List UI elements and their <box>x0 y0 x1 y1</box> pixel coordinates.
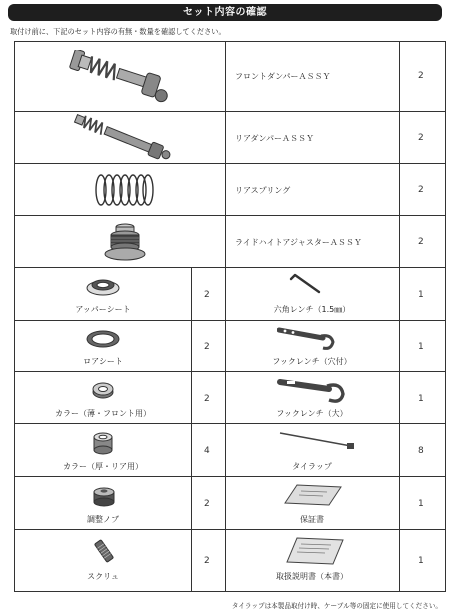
contents-table <box>14 41 446 592</box>
screw-icon <box>93 538 115 564</box>
item-name: フックレンチ（穴付） <box>272 357 352 366</box>
thin-collar-icon <box>91 380 115 400</box>
table-row <box>15 112 445 164</box>
thick-collar-icon <box>91 431 115 457</box>
item-name: アッパーシート <box>75 305 131 314</box>
item-name: フックレンチ（大） <box>276 409 348 418</box>
page-title: セット内容の確認 <box>8 4 442 21</box>
hex-wrench-icon <box>287 272 323 296</box>
adjust-knob-icon <box>91 483 117 509</box>
item-qty: 1 <box>418 499 424 509</box>
hook-wrench-large-icon <box>277 376 347 406</box>
item-qty: 8 <box>418 446 424 456</box>
item-qty: 2 <box>418 185 424 195</box>
item-qty: 1 <box>418 556 424 566</box>
item-name: スクリュ <box>87 572 119 581</box>
item-qty: 4 <box>204 446 210 456</box>
item-name: 六角レンチ（1.5㎜） <box>273 305 351 314</box>
item-qty: 2 <box>204 290 210 300</box>
item-name: 調整ノブ <box>87 515 119 524</box>
intro-text: 取付け前に、下記のセット内容の有無・数量を確認してください。 <box>10 27 226 36</box>
table-row <box>15 321 445 372</box>
item-name: 取扱説明書（本書） <box>276 572 348 581</box>
item-name: タイラップ <box>292 462 332 471</box>
lower-seat-icon <box>85 327 121 351</box>
item-name: カラー（厚・リア用） <box>63 462 143 471</box>
item-qty: 2 <box>418 71 424 81</box>
item-name: リアダンパーＡＳＳＹ <box>235 134 314 143</box>
item-qty: 2 <box>418 237 424 247</box>
item-name: ロアシート <box>83 357 123 366</box>
footnote: タイラップは本製品取付け時、ケーブル等の固定に使用してください。 <box>231 602 442 610</box>
rear-damper-icon <box>70 114 175 162</box>
item-qty: 1 <box>418 394 424 404</box>
table-row <box>15 424 445 477</box>
front-damper-icon <box>65 50 175 105</box>
hook-wrench-hole-icon <box>277 324 337 352</box>
ride-height-adjuster-icon <box>101 220 149 264</box>
table-row <box>15 530 445 591</box>
table-row <box>15 477 445 530</box>
item-name: リアスプリング <box>235 186 291 195</box>
item-name: 保証書 <box>300 515 324 524</box>
table-row <box>15 268 445 321</box>
item-qty: 2 <box>418 133 424 143</box>
table-row <box>15 372 445 424</box>
item-qty: 2 <box>204 394 210 404</box>
item-name: フロントダンパーＡＳＳＹ <box>235 72 331 81</box>
item-qty: 1 <box>418 342 424 352</box>
table-row <box>15 42 445 112</box>
rear-spring-icon <box>93 172 155 208</box>
item-qty: 2 <box>204 342 210 352</box>
warranty-card-icon <box>283 483 343 507</box>
item-qty: 2 <box>204 556 210 566</box>
item-name: ライドハイトアジャスターＡＳＳＹ <box>235 238 362 247</box>
manual-icon <box>285 536 345 566</box>
item-qty: 1 <box>418 290 424 300</box>
table-row <box>15 164 445 216</box>
upper-seat-icon <box>85 274 121 298</box>
cable-tie-icon <box>277 429 357 451</box>
table-row <box>15 216 445 268</box>
item-qty: 2 <box>204 499 210 509</box>
item-name: カラー（薄・フロント用） <box>55 409 151 418</box>
